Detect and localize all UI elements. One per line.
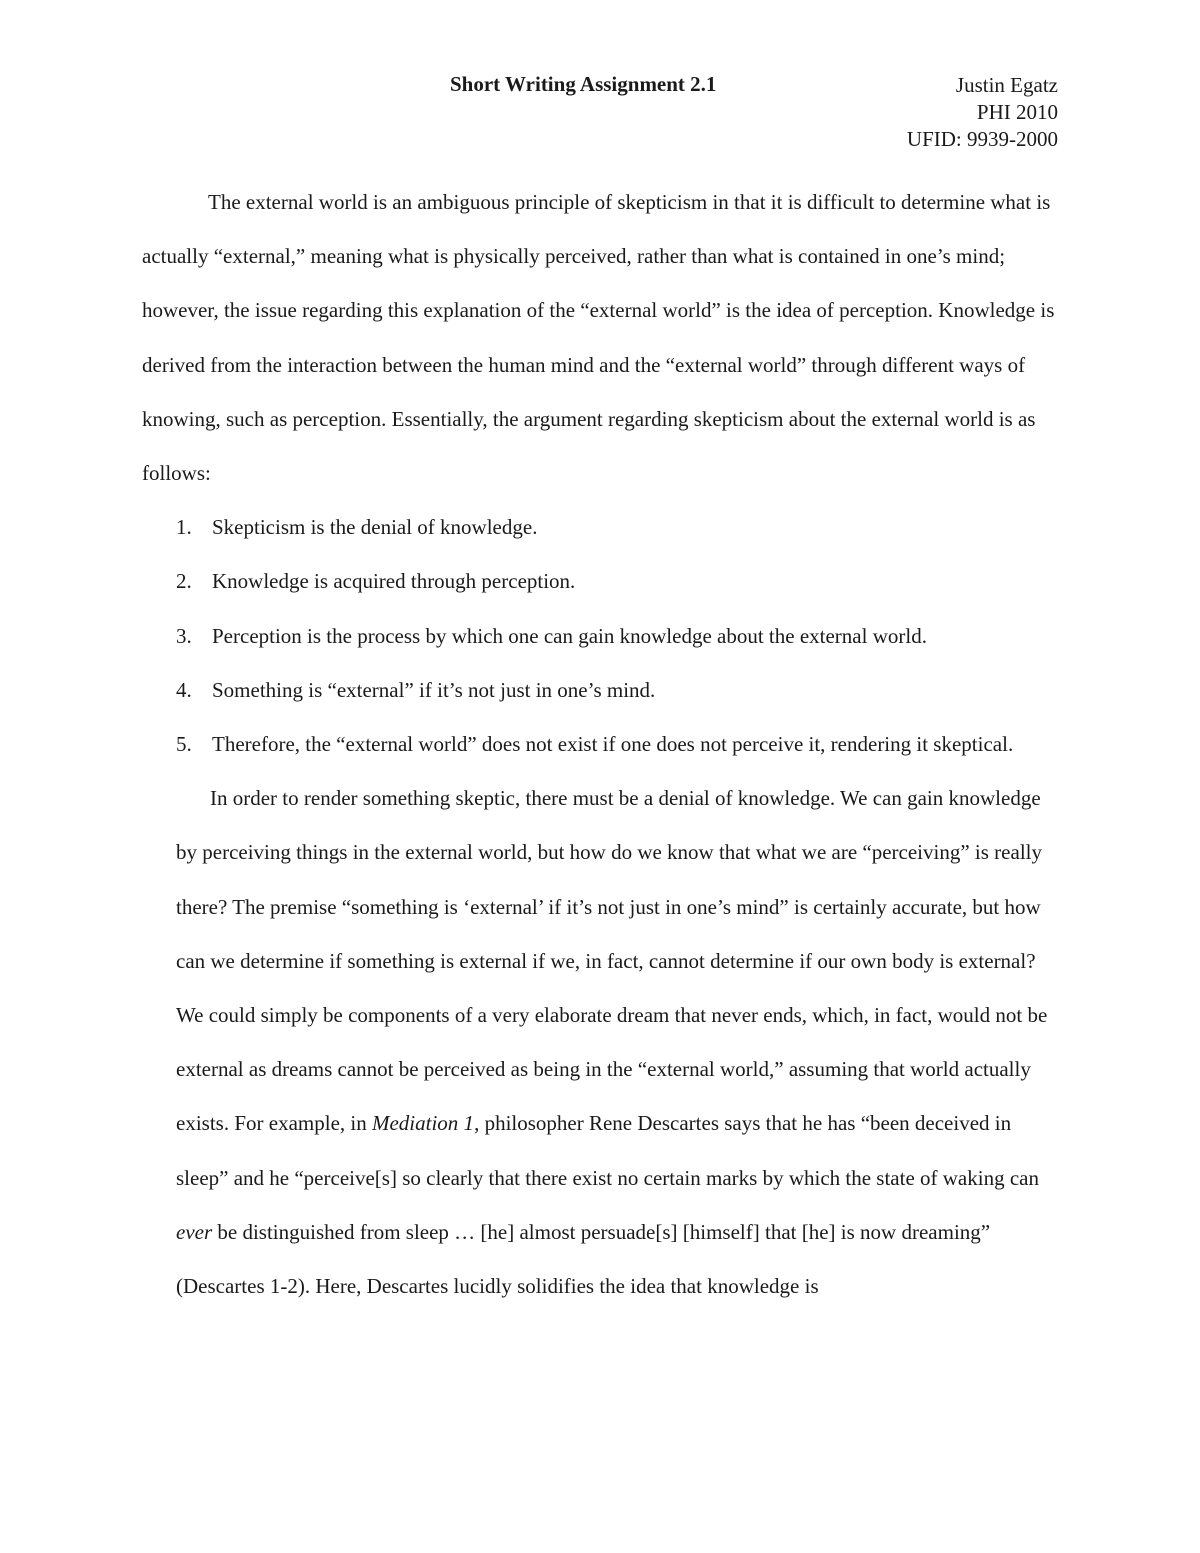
discussion-text-2: , philosopher Rene Descartes says that he has “been deceived in sleep” and he “perceive[s] so clearly that there exist no certain marks by which the state of waking can	[176, 1111, 1039, 1190]
document-body	[142, 175, 1058, 1313]
paragraph-intro: The external world is an ambiguous principle of skepticism in that it is difficult to determine what is actually “external,” meaning what is physically perceived, rather than what is contained in one’s mind; however, the issue regarding this explanation of the “external world” is the idea of perception. Knowledge is derived from the interaction between the human mind and the “external world” through different ways of knowing, such as perception. Essentially, the argument regarding skepticism about the external world is as follows:	[142, 190, 1055, 486]
argument-number: 4.	[176, 677, 192, 702]
author-block	[907, 72, 1058, 153]
argument-item	[176, 554, 1058, 608]
argument-item	[176, 717, 1058, 771]
argument-text: Skepticism is the denial of knowledge.	[212, 515, 538, 540]
argument-list	[142, 500, 1058, 771]
argument-number: 2.	[176, 569, 192, 594]
work-title: Mediation 1	[371, 1111, 475, 1136]
student-id: UFID: 9939-2000	[906, 127, 1058, 151]
argument-item	[176, 609, 1058, 663]
author-name: Justin Egatz	[955, 73, 1058, 97]
emphasis-word: ever	[176, 1219, 213, 1244]
course-code: PHI 2010	[976, 100, 1058, 124]
argument-text: Perception is the process by which one can gain knowledge about the external world.	[212, 623, 927, 648]
argument-number: 5.	[176, 732, 192, 757]
argument-text: Knowledge is acquired through perception.	[212, 569, 576, 594]
argument-item	[176, 500, 1058, 554]
argument-number: 1.	[176, 515, 192, 540]
argument-number: 3.	[176, 623, 192, 648]
paragraph-discussion	[176, 771, 1058, 1313]
argument-text: Therefore, the “external world” does not exist if one does not perceive it, rendering it skeptical.	[212, 732, 1014, 757]
discussion-text-3: be distinguished from sleep … [he] almost persuade[s] [himself] that [he] is now dreaming” (Descartes 1-2). Here, Descartes lucidly solidifies the idea that knowledge is	[176, 1219, 991, 1299]
argument-text: Something is “external” if it’s not just in one’s mind.	[212, 677, 656, 702]
discussion-text-1: In order to render something skeptic, there must be a denial of knowledge. We can gain knowledge by perceiving things in the external world, but how do we know that what we are “perceiving” is really there? The premise “something is ‘external’ if it’s not just in one’s mind” is certainly accurate, but how can we determine if something is external if we, in fact, cannot determine if our own body is external? We could simply be components of a very elaborate dream that never ends, which, in fact, would not be external as dreams cannot be perceived as being in the “external world,” assuming that world actually exists. For example, in	[176, 786, 1048, 1136]
document-title: Short Writing Assignment 2.1	[450, 72, 717, 96]
argument-item	[176, 663, 1058, 717]
